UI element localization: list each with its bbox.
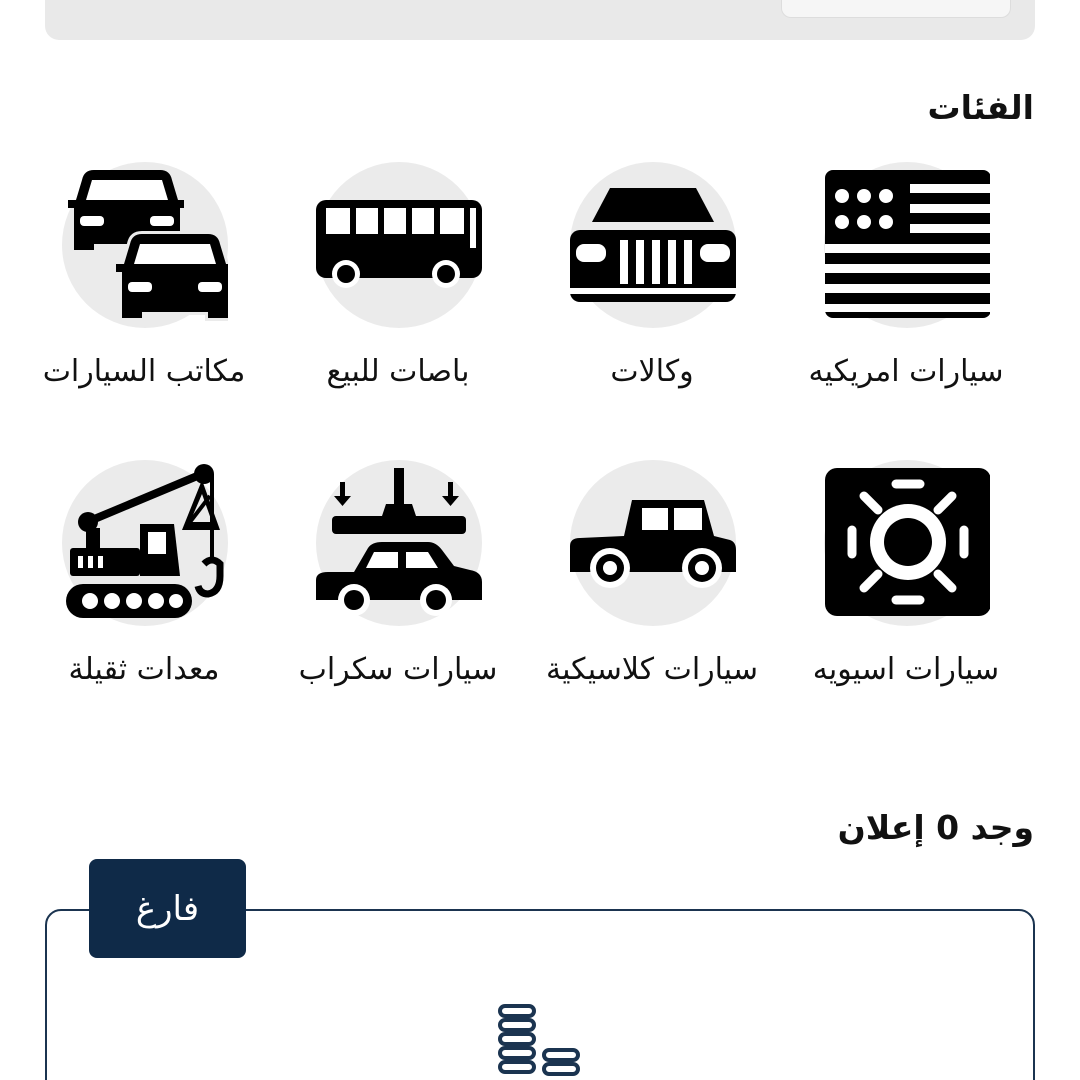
- us-flag-icon: [824, 162, 990, 328]
- results-count-title: وجد 0 إعلان: [837, 808, 1034, 847]
- category-american-cars[interactable]: [786, 162, 1026, 442]
- category-label: سيارات اسيويه: [812, 652, 1000, 687]
- empty-badge: فارغ: [89, 859, 246, 958]
- jeep-front-icon: [570, 162, 736, 328]
- category-dealerships[interactable]: [532, 162, 772, 442]
- bus-icon: [316, 162, 482, 328]
- two-cars-icon: [62, 162, 228, 328]
- empty-stack-icon: [494, 1002, 588, 1080]
- category-label: مكاتب السيارات: [42, 354, 246, 389]
- category-classic-cars[interactable]: [532, 460, 772, 740]
- category-scrap-cars[interactable]: [278, 460, 518, 740]
- classic-car-icon: [570, 460, 736, 626]
- scrap-press-icon: [316, 460, 482, 626]
- category-label: سيارات سكراب: [298, 652, 498, 687]
- category-heavy-equipment[interactable]: [24, 460, 264, 740]
- asian-emblem-icon: [824, 460, 990, 626]
- crane-icon: [62, 460, 228, 626]
- category-buses[interactable]: [278, 162, 518, 442]
- top-bar-button[interactable]: [781, 0, 1011, 18]
- categories-title: الفئات: [927, 88, 1034, 127]
- category-asian-cars[interactable]: [786, 460, 1026, 740]
- category-label: باصات للبيع: [326, 354, 470, 389]
- category-label: سيارات امريكيه: [808, 354, 1004, 389]
- category-label: معدات ثقيلة: [68, 652, 220, 687]
- category-label: سيارات كلاسيكية: [545, 652, 758, 687]
- top-bar: [45, 0, 1035, 40]
- category-label: وكالات: [610, 354, 694, 389]
- category-car-offices[interactable]: [24, 162, 264, 442]
